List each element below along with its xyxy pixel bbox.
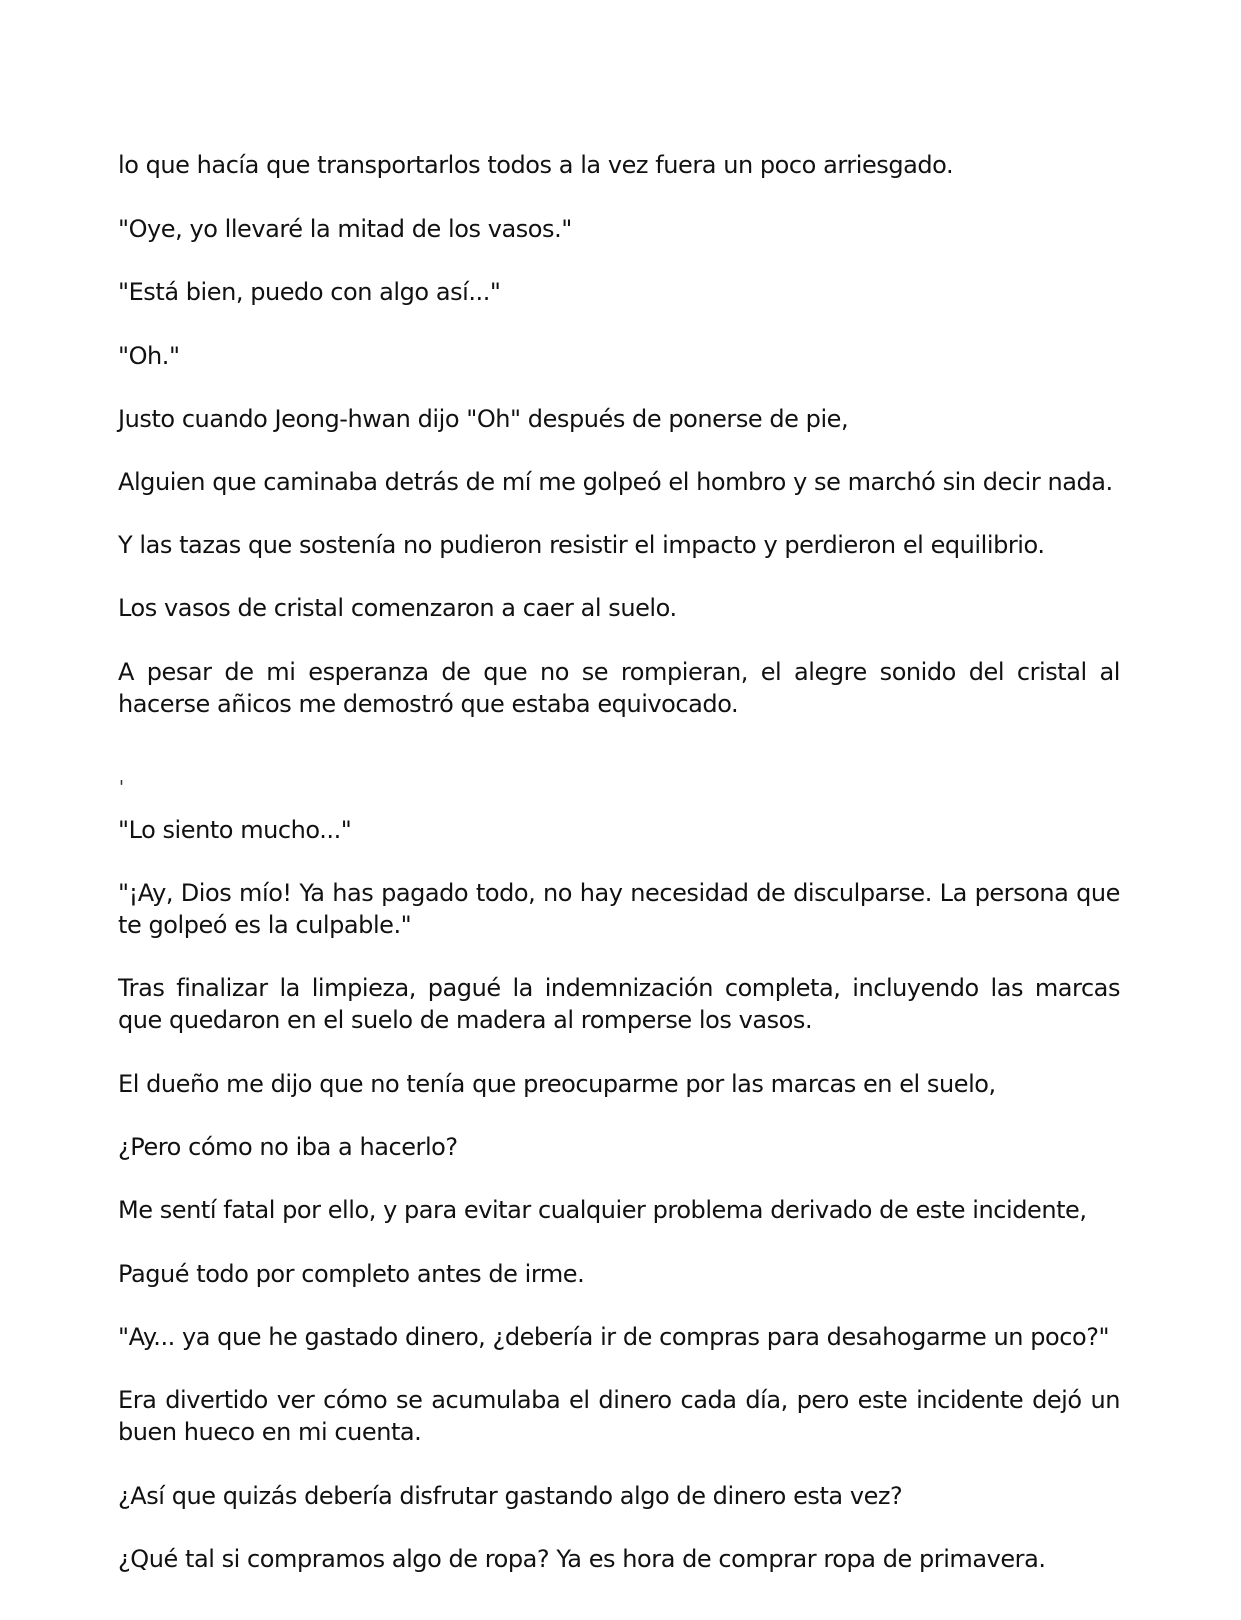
paragraph: ¿Qué tal si compramos algo de ropa? Ya es hora de comprar ropa de primavera. [118,1545,1046,1573]
paragraph: ¿Pero cómo no iba a hacerlo? [118,1133,458,1161]
paragraph: A pesar de mi esperanza de que no se rompieran, el alegre sonido del cristal al hacerse añicos me demostró que estaba equivocado. [118,658,1120,718]
paragraph: Pagué todo por completo antes de irme. [118,1260,585,1288]
paragraph: "¡Ay, Dios mío! Ya has pagado todo, no hay necesidad de disculparse. La persona que te golpeó es la culpable." [118,879,1120,939]
paragraph: Era divertido ver cómo se acumulaba el dinero cada día, pero este incidente dejó un buen hueco en mi cuenta. [118,1386,1120,1446]
paragraph: "Ay... ya que he gastado dinero, ¿debería ir de compras para desahogarme un poco?" [118,1323,1110,1351]
paragraph: Y las tazas que sostenía no pudieron resistir el impacto y perdieron el equilibrio. [118,531,1045,559]
paragraph: Tras finalizar la limpieza, pagué la indemnización completa, incluyendo las marcas que quedaron en el suelo de madera al romperse los vasos. [118,974,1120,1034]
paragraph: Me sentí fatal por ello, y para evitar cualquier problema derivado de este incidente, [118,1196,1087,1224]
paragraph: "Oye, yo llevaré la mitad de los vasos." [118,215,572,243]
paragraph: "Está bien, puedo con algo así..." [118,278,501,306]
paragraph: lo que hacía que transportarlos todos a la vez fuera un poco arriesgado. [118,151,954,179]
paragraph: "Oh." [118,342,180,370]
paragraph: Los vasos de cristal comenzaron a caer al suelo. [118,594,677,622]
stray-mark: ' [119,777,124,798]
paragraph: "Lo siento mucho..." [118,816,352,844]
paragraph: ¿Así que quizás debería disfrutar gastando algo de dinero esta vez? [118,1482,903,1510]
paragraph: El dueño me dijo que no tenía que preocuparme por las marcas en el suelo, [118,1070,996,1098]
paragraph: Alguien que caminaba detrás de mí me golpeó el hombro y se marchó sin decir nada. [118,468,1113,496]
paragraph: Justo cuando Jeong-hwan dijo "Oh" después de ponerse de pie, [118,405,849,433]
